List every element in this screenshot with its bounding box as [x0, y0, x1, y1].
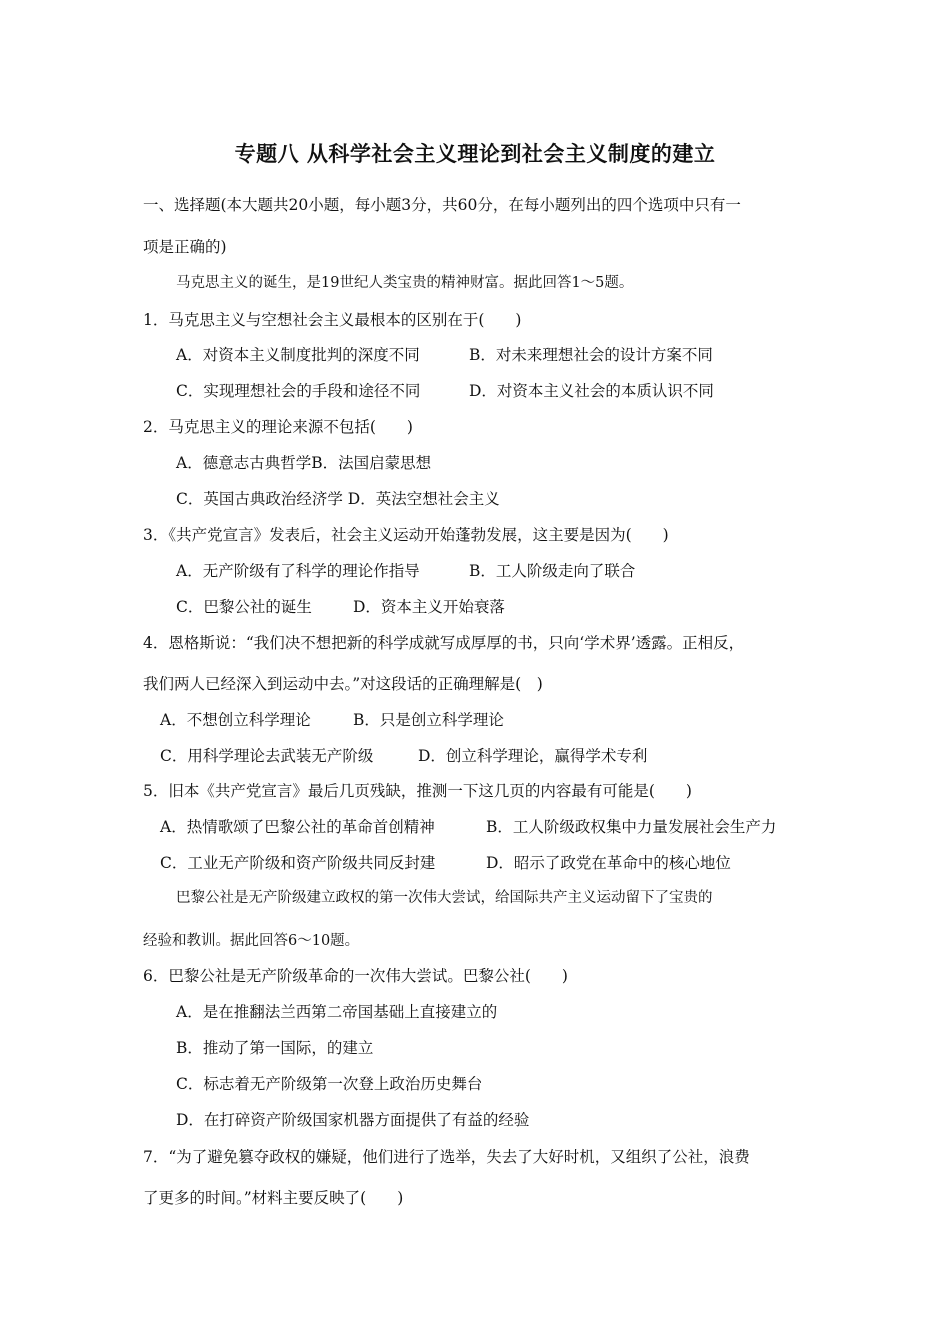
section-heading-line-2: 项是正确的) [143, 238, 227, 256]
question-5-option-a: A．热情歌颂了巴黎公社的革命首创精神 [160, 818, 435, 836]
question-4-stem-line-2: 我们两人已经深入到运动中去。”对这段话的正确理解是( ) [143, 675, 543, 693]
document-title: 专题八 从科学社会主义理论到社会主义制度的建立 [234, 141, 716, 166]
question-6-option-c: C．标志着无产阶级第一次登上政治历史舞台 [176, 1075, 483, 1093]
question-7-stem-line-1: 7．“为了避免篡夺政权的嫌疑，他们进行了选举，失去了大好时机，又组织了公社，浪费 [143, 1148, 750, 1166]
question-6-stem: 6．巴黎公社是无产阶级革命的一次伟大尝试。巴黎公社( ) [143, 967, 568, 985]
question-2-options-ab: A．德意志古典哲学B．法国启蒙思想 [176, 454, 432, 472]
question-4-option-c: C．用科学理论去武装无产阶级 [160, 747, 374, 765]
question-1-option-c: C．实现理想社会的手段和途径不同 [176, 382, 421, 400]
question-4-stem-line-1: 4．恩格斯说：“我们决不想把新的科学成就写成厚厚的书，只向‘学术界’透露。正相反， [143, 634, 745, 652]
question-6-option-d: D．在打碎资产阶级国家机器方面提供了有益的经验 [176, 1111, 530, 1129]
intro-passage-2-line-2: 经验和教训。据此回答6～10题。 [143, 933, 360, 949]
question-1-option-a: A．对资本主义制度批判的深度不同 [176, 346, 420, 364]
question-4-option-b: B．只是创立科学理论 [353, 711, 504, 729]
question-1-option-d: D．对资本主义社会的本质认识不同 [469, 382, 714, 400]
question-3-stem: 3．《共产党宣言》发表后，社会主义运动开始蓬勃发展，这主要是因为( ) [143, 526, 669, 544]
question-1-option-b: B．对未来理想社会的设计方案不同 [469, 346, 713, 364]
intro-passage-1: 马克思主义的诞生，是19世纪人类宝贵的精神财富。据此回答1～5题。 [176, 275, 634, 291]
question-5-option-c: C．工业无产阶级和资产阶级共同反封建 [160, 854, 436, 872]
question-3-option-c: C．巴黎公社的诞生 [176, 598, 312, 616]
section-heading-line-1: 一、选择题(本大题共20小题，每小题3分，共60分，在每小题列出的四个选项中只有一 [143, 196, 741, 214]
question-1-stem: 1．马克思主义与空想社会主义最根本的区别在于( ) [143, 311, 522, 329]
question-3-option-d: D．资本主义开始衰落 [353, 598, 505, 616]
question-7-stem-line-2: 了更多的时间。”材料主要反映了( ) [143, 1189, 404, 1207]
question-5-option-d: D．昭示了政党在革命中的核心地位 [486, 854, 731, 872]
intro-passage-2-line-1: 巴黎公社是无产阶级建立政权的第一次伟大尝试，给国际共产主义运动留下了宝贵的 [176, 890, 713, 906]
question-5-option-b: B．工人阶级政权集中力量发展社会生产力 [486, 818, 777, 836]
question-2-options-cd: C．英国古典政治经济学 D．英法空想社会主义 [176, 490, 500, 508]
question-3-option-b: B．工人阶级走向了联合 [469, 562, 636, 580]
question-6-option-a: A．是在推翻法兰西第二帝国基础上直接建立的 [176, 1003, 498, 1021]
question-3-option-a: A．无产阶级有了科学的理论作指导 [176, 562, 420, 580]
question-2-stem: 2．马克思主义的理论来源不包括( ) [143, 418, 413, 436]
question-4-option-d: D．创立科学理论，赢得学术专利 [418, 747, 648, 765]
question-5-stem: 5．旧本《共产党宣言》最后几页残缺，推测一下这几页的内容最有可能是( ) [143, 782, 692, 800]
question-6-option-b: B．推动了第一国际，的建立 [176, 1039, 374, 1057]
question-4-option-a: A．不想创立科学理论 [160, 711, 311, 729]
